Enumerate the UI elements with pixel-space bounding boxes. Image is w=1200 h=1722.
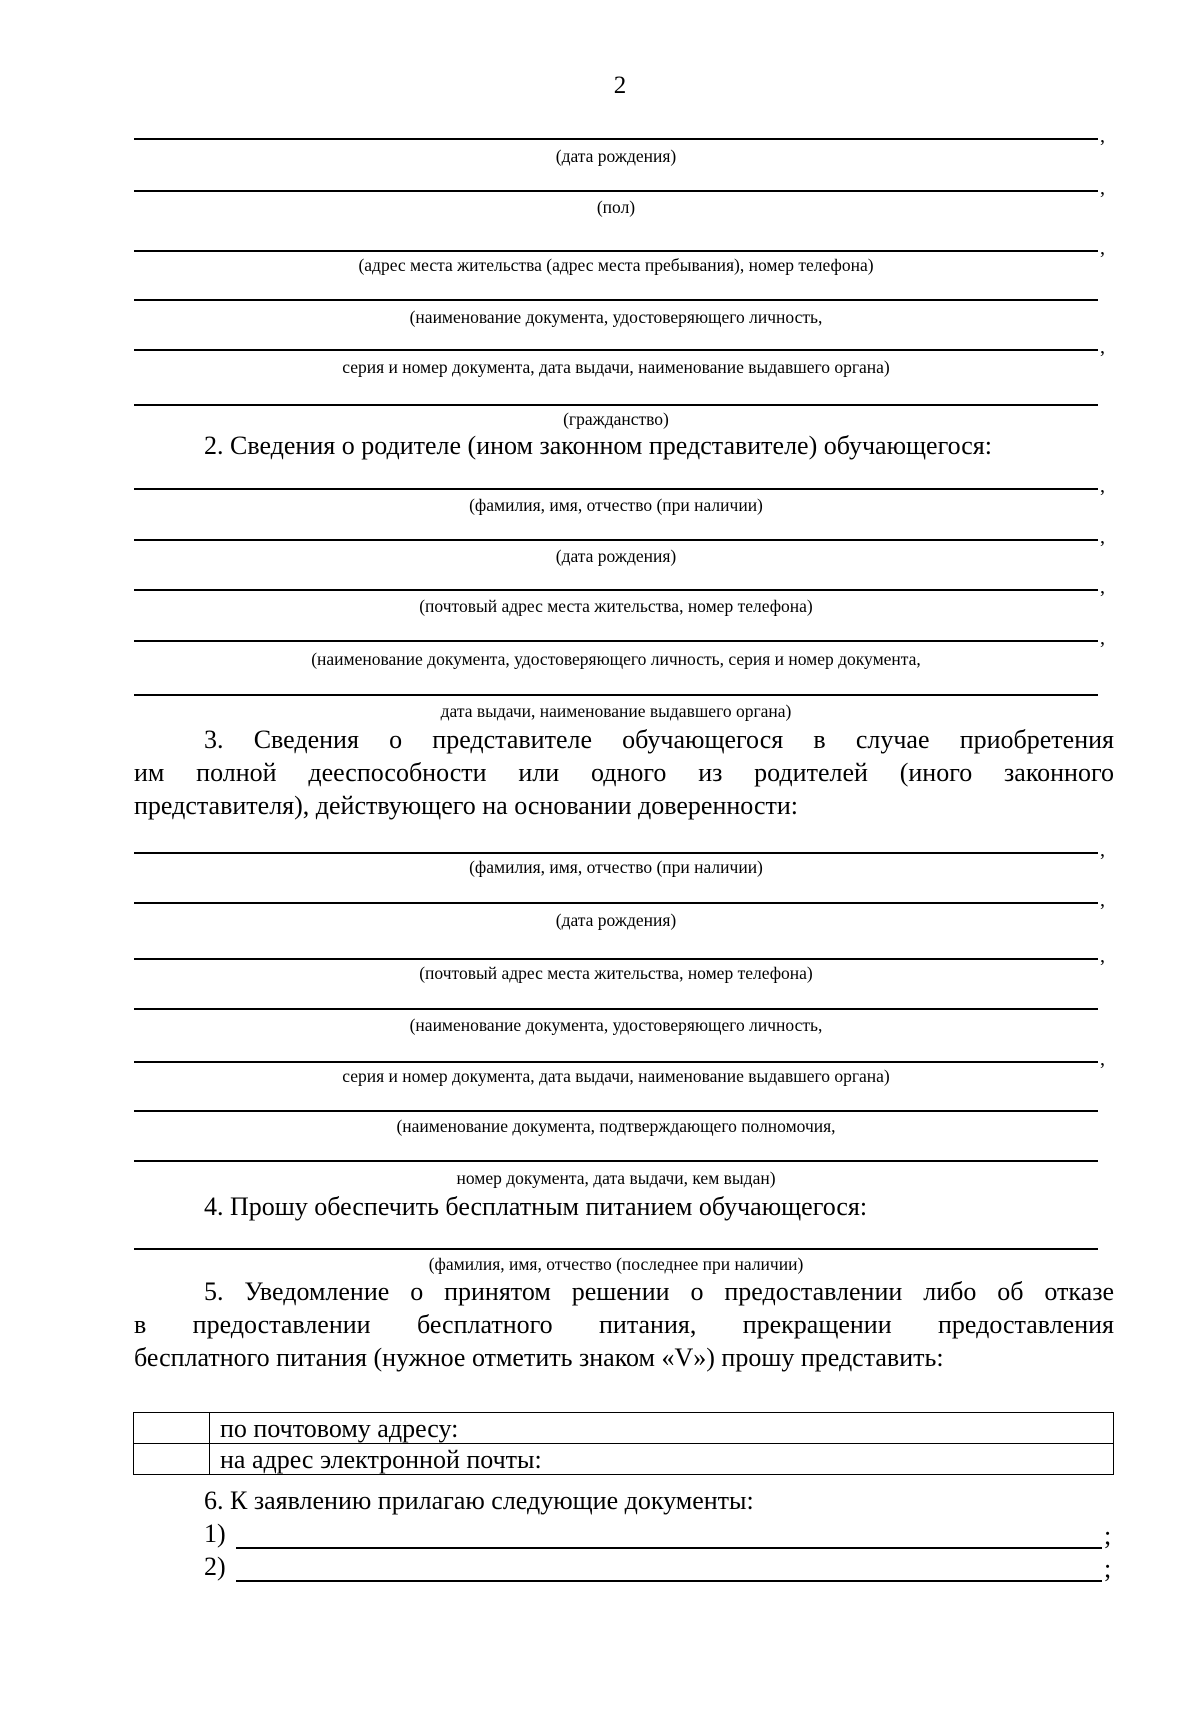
caption-sex: (пол) [596, 197, 636, 217]
semicolon: ; [1104, 1521, 1112, 1550]
comma: , [1100, 889, 1105, 911]
parent-issue-field[interactable] [134, 694, 1098, 696]
caption-representative-address: (почтовый адрес места жительства, номер телефона) [419, 963, 813, 983]
sex-field[interactable] [134, 190, 1098, 192]
comma: , [1100, 526, 1105, 548]
caption-parent-fio: (фамилия, имя, отчество (при наличии) [469, 495, 763, 515]
caption-student-fio: (фамилия, имя, отчество (последнее при наличии) [428, 1254, 804, 1274]
caption-parent-issue: дата выдачи, наименование выдавшего органа) [440, 701, 792, 721]
semicolon: ; [1104, 1554, 1112, 1583]
caption-id-document-name: (наименование документа, удостоверяющего личность, [409, 307, 823, 327]
section-2-heading: 2. Сведения о родителе (ином законном представителе) обучающегося: [204, 431, 992, 460]
section-3-line-1: 3. Сведения о представителе обучающегося в случае приобретения [204, 725, 1114, 754]
representative-address-field[interactable] [134, 958, 1098, 960]
caption-representative-birth-date: (дата рождения) [555, 910, 677, 930]
comma: , [1100, 945, 1105, 967]
comma: , [1100, 177, 1105, 199]
section-3-line-2: им полной дееспособности или одного из родителей (иного законного [134, 758, 1114, 787]
comma: , [1100, 125, 1105, 147]
caption-birth-date: (дата рождения) [555, 146, 677, 166]
representative-fio-field[interactable] [134, 852, 1098, 854]
option-postal-address: по почтовому адресу: [210, 1413, 1114, 1444]
section-5-paragraph [134, 1275, 1114, 1374]
id-document-name-field[interactable] [134, 299, 1098, 301]
id-document-series-field[interactable] [134, 349, 1098, 351]
caption-representative-id-series: серия и номер документа, дата выдачи, наименование выдавшего органа) [342, 1066, 890, 1086]
representative-id-series-field[interactable] [134, 1061, 1098, 1063]
notification-options-table [133, 1412, 1114, 1475]
comma: , [1100, 475, 1105, 497]
section-6-heading: 6. К заявлению прилагаю следующие документы: [204, 1486, 754, 1515]
student-fio-field[interactable] [134, 1248, 1098, 1250]
authority-document-field[interactable] [134, 1110, 1098, 1112]
attachment-field-1[interactable] [236, 1547, 1102, 1549]
birth-date-field[interactable] [134, 138, 1098, 140]
page-number: 2 [613, 72, 627, 99]
caption-address-phone: (адрес места жительства (адрес места пребывания), номер телефона) [358, 255, 874, 275]
authority-document-number-field[interactable] [134, 1160, 1098, 1162]
citizenship-field[interactable] [134, 404, 1098, 406]
table-row [134, 1413, 1114, 1444]
attachment-number-2: 2) [204, 1552, 226, 1581]
comma: , [1100, 576, 1105, 598]
email-checkbox[interactable] [134, 1444, 210, 1475]
parent-id-document-field[interactable] [134, 640, 1098, 642]
comma: , [1100, 627, 1105, 649]
parent-birth-date-field[interactable] [134, 539, 1098, 541]
postal-address-checkbox[interactable] [134, 1413, 210, 1444]
comma: , [1100, 336, 1105, 358]
comma: , [1100, 1048, 1105, 1070]
representative-birth-date-field[interactable] [134, 902, 1098, 904]
section-3-line-3: представителя), действующего на основании доверенности: [134, 791, 798, 820]
section-5-line-1: 5. Уведомление о принятом решении о предоставлении либо об отказе [204, 1277, 1114, 1306]
parent-fio-field[interactable] [134, 488, 1098, 490]
section-4-heading: 4. Прошу обеспечить бесплатным питанием обучающегося: [204, 1192, 868, 1221]
caption-parent-address: (почтовый адрес места жительства, номер телефона) [419, 596, 813, 616]
representative-id-document-field[interactable] [134, 1008, 1098, 1010]
caption-parent-birth-date: (дата рождения) [555, 546, 677, 566]
section-5-line-3: бесплатного питания (нужное отметить знаком «V») прошу представить: [134, 1343, 944, 1372]
attachment-number-1: 1) [204, 1519, 226, 1548]
caption-id-document-series: серия и номер документа, дата выдачи, наименование выдавшего органа) [342, 357, 890, 377]
caption-authority-document: (наименование документа, подтверждающего полномочия, [396, 1116, 836, 1136]
caption-parent-id-document: (наименование документа, удостоверяющего личность, серия и номер документа, [311, 649, 921, 669]
caption-authority-document-number: номер документа, дата выдачи, кем выдан) [456, 1168, 776, 1188]
address-phone-field[interactable] [134, 250, 1098, 252]
comma: , [1100, 237, 1105, 259]
caption-representative-id-document: (наименование документа, удостоверяющего личность, [409, 1015, 823, 1035]
parent-address-field[interactable] [134, 589, 1098, 591]
comma: , [1100, 839, 1105, 861]
caption-citizenship: (гражданство) [563, 409, 669, 429]
attachment-field-2[interactable] [236, 1580, 1102, 1582]
section-5-line-2: в предоставлении бесплатного питания, прекращении предоставления [134, 1310, 1114, 1339]
section-3-paragraph [134, 723, 1114, 822]
caption-representative-fio: (фамилия, имя, отчество (при наличии) [469, 857, 763, 877]
option-email: на адрес электронной почты: [210, 1444, 1114, 1475]
table-row [134, 1444, 1114, 1475]
